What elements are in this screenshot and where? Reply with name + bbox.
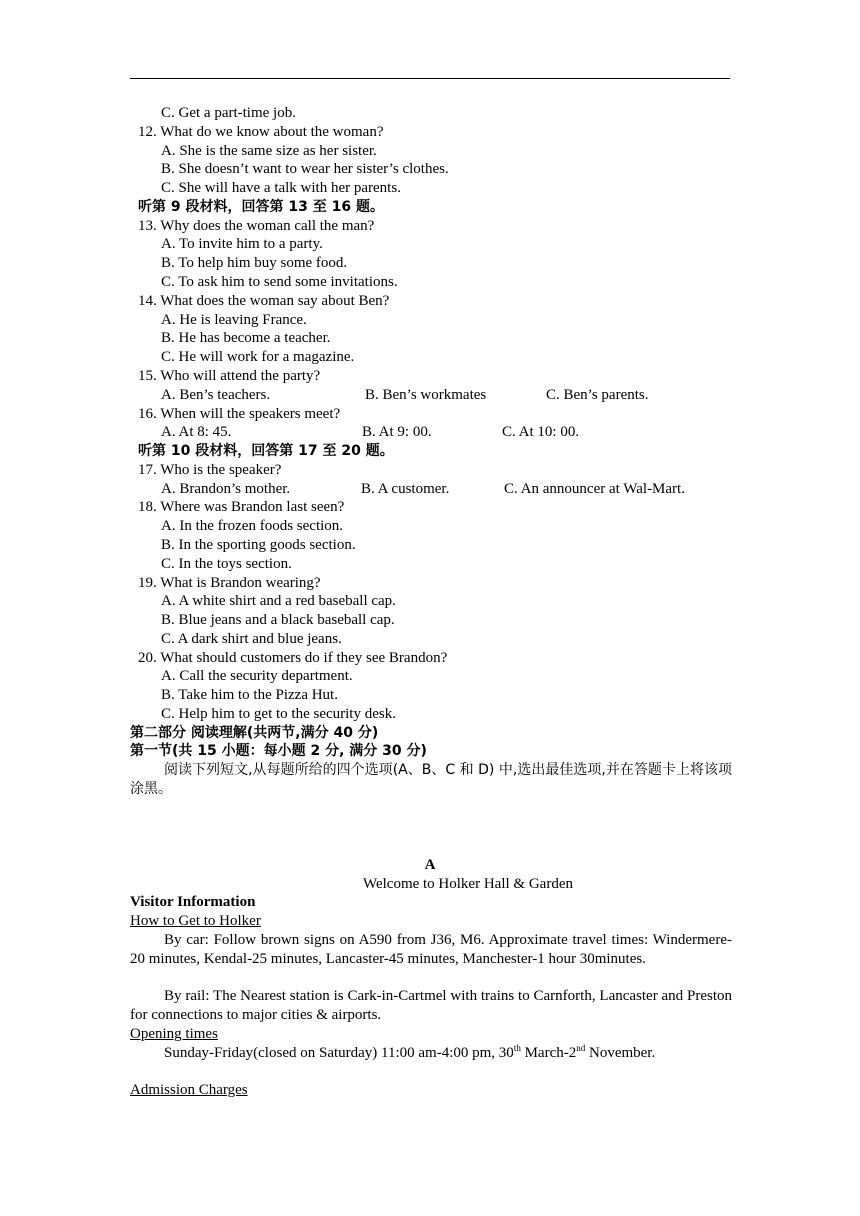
hours-end: November. (585, 1045, 656, 1061)
q16-option-c: C. At 10: 00. (502, 424, 580, 440)
hours-main: Sunday-Friday(closed on Saturday) 11:00 am-4:00 pm, 30 (164, 1045, 514, 1061)
instruction-text: 阅读下列短文,从每题所给的四个选项(A、B、C 和 D) 中,选出最佳选项,并在答题卡上将该项涂黑。 (130, 762, 732, 797)
q18-stem: 18. Where was Brandon last seen? (138, 499, 345, 515)
q19-option-b: B. Blue jeans and a black baseball cap. (161, 612, 395, 628)
q12-option-a: A. She is the same size as her sister. (161, 143, 377, 159)
q20-option-c: C. Help him to get to the security desk. (161, 706, 396, 722)
q17-option-a: A. Brandon’s mother. (161, 481, 291, 497)
section-10-heading: 听第 10 段材料，回答第 17 至 20 题。 (138, 443, 394, 459)
q12-option-b: B. She doesn’t want to wear her sister’s clothes. (161, 161, 449, 177)
by-rail-text: By rail: The Nearest station is Cark-in-Cartmel with trains to Carnforth, Lancaster and Preston for connections to major cities & airports. (130, 988, 732, 1023)
q16-stem: 16. When will the speakers meet? (138, 406, 341, 422)
q20-option-b: B. Take him to the Pizza Hut. (161, 687, 338, 703)
opening-hours-paragraph (130, 1044, 732, 1063)
by-car-paragraph (130, 931, 732, 968)
q17-option-b: B. A customer. (361, 481, 450, 497)
by-rail-paragraph (130, 987, 732, 1024)
q12-option-c: C. She will have a talk with her parents. (161, 180, 401, 196)
q13-stem: 13. Why does the woman call the man? (138, 218, 375, 234)
opening-hours-text (130, 1044, 732, 1063)
q11-option-c: C. Get a part-time job. (161, 105, 296, 121)
q13-option-c: C. To ask him to send some invitations. (161, 274, 398, 290)
q16-option-a: A. At 8: 45. (161, 424, 232, 440)
hours-sup-th: th (513, 1043, 521, 1053)
q13-option-b: B. To help him buy some food. (161, 255, 348, 271)
q14-option-c: C. He will work for a magazine. (161, 349, 355, 365)
hours-mid: March-2 (520, 1045, 577, 1061)
q19-stem: 19. What is Brandon wearing? (138, 575, 321, 591)
q16-option-b: B. At 9: 00. (362, 424, 432, 440)
q15-stem: 15. Who will attend the party? (138, 368, 321, 384)
admission-heading: Admission Charges (130, 1082, 248, 1098)
q18-option-a: A. In the frozen foods section. (161, 518, 344, 534)
q14-option-b: B. He has become a teacher. (161, 330, 331, 346)
q12-stem: 12. What do we know about the woman? (138, 124, 384, 140)
q14-stem: 14. What does the woman say about Ben? (138, 293, 390, 309)
q20-stem: 20. What should customers do if they see Brandon? (138, 650, 448, 666)
hours-sup-nd: nd (576, 1043, 586, 1053)
part-2-heading: 第二部分 阅读理解(共两节,满分 40 分) (130, 725, 379, 741)
q15-option-b: B. Ben’s workmates (365, 387, 487, 403)
q17-option-c: C. An announcer at Wal-Mart. (504, 481, 685, 497)
q20-option-a: A. Call the security department. (161, 668, 353, 684)
q15-option-c: C. Ben’s parents. (546, 387, 649, 403)
opening-times-heading: Opening times (130, 1026, 218, 1042)
by-car-text: By car: Follow brown signs on A590 from J36, M6. Approximate travel times: Windermere-20 minutes, Kendal-25 minutes, Lancaster-45 minutes, Manchester-1 hour 30minutes. (130, 932, 732, 967)
q17-stem: 17. Who is the speaker? (138, 462, 282, 478)
reading-instruction (130, 761, 732, 799)
q15-option-a: A. Ben’s teachers. (161, 387, 271, 403)
q19-option-a: A. A white shirt and a red baseball cap. (161, 593, 396, 609)
q13-option-a: A. To invite him to a party. (161, 236, 323, 252)
section-1-heading: 第一节(共 15 小题：每小题 2 分, 满分 30 分) (130, 743, 427, 759)
q19-option-c: C. A dark shirt and blue jeans. (161, 631, 342, 647)
q14-option-a: A. He is leaving France. (161, 312, 307, 328)
q18-option-b: B. In the sporting goods section. (161, 537, 356, 553)
section-9-heading: 听第 9 段材料，回答第 13 至 16 题。 (138, 199, 384, 215)
q18-option-c: C. In the toys section. (161, 556, 292, 572)
how-to-get-heading: How to Get to Holker (130, 913, 261, 929)
visitor-info-heading: Visitor Information (130, 894, 256, 910)
passage-title: Welcome to Holker Hall & Garden (363, 876, 573, 892)
passage-label: A (424, 857, 436, 873)
header-rule (130, 78, 730, 79)
